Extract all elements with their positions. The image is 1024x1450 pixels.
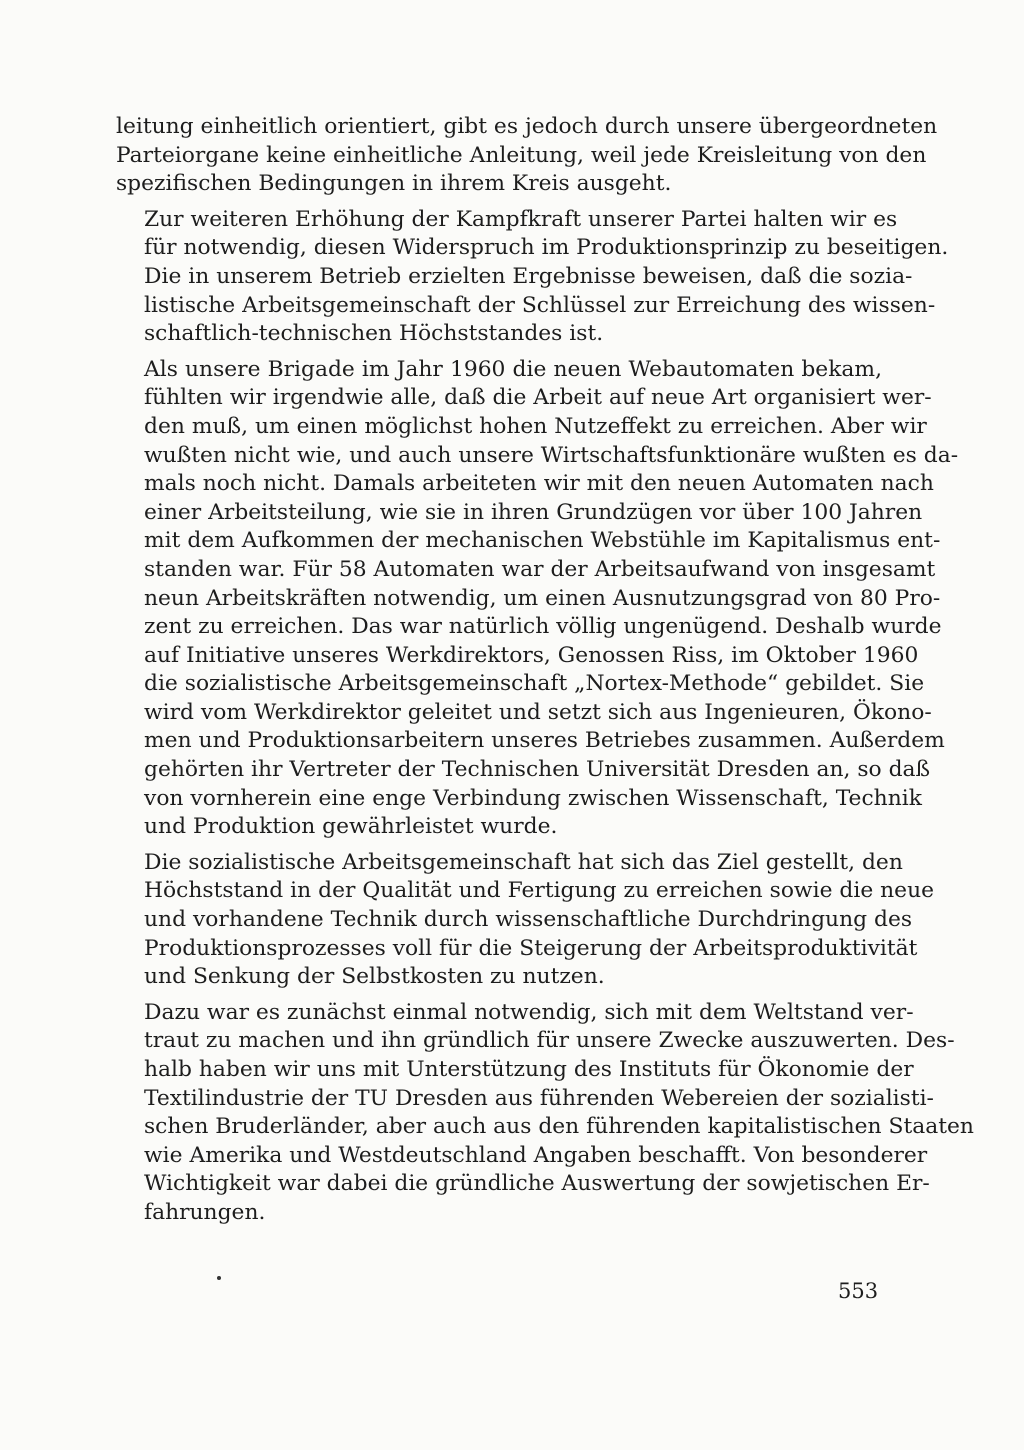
text-line: zent zu erreichen. Das war natürlich völlig ungenügend. Deshalb wurde: [144, 614, 942, 640]
paragraph: [116, 356, 959, 842]
text-line: von vornherein eine enge Verbindung zwischen Wissenschaft, Technik: [144, 785, 922, 811]
text-line: leitung einheitlich orientiert, gibt es jedoch durch unsere übergeordneten: [116, 114, 938, 139]
text-line: und Senkung der Selbstkosten zu nutzen.: [144, 964, 605, 990]
text-line: Die in unserem Betrieb erzielten Ergebnisse beweisen, daß die sozia-: [144, 263, 913, 289]
text-line: und Produktion gewährleistet wurde.: [144, 814, 558, 840]
text-line: die sozialistische Arbeitsgemeinschaft „Nortex-Methode“ gebildet. Sie: [144, 671, 925, 697]
text-line: Textilindustrie der TU Dresden aus führenden Webereien der sozialisti-: [144, 1085, 934, 1111]
text-line: Parteiorgane keine einheitliche Anleitung, weil jede Kreisleitung von den: [116, 142, 927, 168]
text-line: wußten nicht wie, und auch unsere Wirtschaftsfunktionäre wußten es da-: [144, 442, 959, 468]
paragraph: [116, 206, 949, 349]
paragraph: [116, 113, 938, 199]
text-line: men und Produktionsarbeitern unseres Betriebes zusammen. Außerdem: [144, 728, 945, 754]
text-line: listische Arbeitsgemeinschaft der Schlüssel zur Erreichung des wissen-: [144, 292, 936, 318]
text-line: Wichtigkeit war dabei die gründliche Auswertung der sowjetischen Er-: [144, 1171, 930, 1197]
text-line: Produktionsprozesses voll für die Steigerung der Arbeitsproduktivität: [144, 935, 918, 961]
paragraph: [116, 999, 974, 1228]
text-line: und vorhandene Technik durch wissenschaftliche Durchdringung des: [144, 907, 913, 933]
text-line: standen war. Für 58 Automaten war der Arbeitsaufwand von insgesamt: [144, 556, 936, 582]
text-line: wie Amerika und Westdeutschland Angaben beschafft. Von besonderer: [144, 1142, 928, 1168]
text-line: fühlten wir irgendwie alle, daß die Arbeit auf neue Art organisiert wer-: [144, 385, 932, 411]
paragraph: [116, 849, 935, 992]
text-line: für notwendig, diesen Widerspruch im Produktionsprinzip zu beseitigen.: [144, 235, 949, 261]
text-line: Zur weiteren Erhöhung der Kampfkraft unserer Partei halten wir es: [144, 206, 898, 232]
text-line: fahrungen.: [144, 1199, 266, 1225]
text-line: Höchststand in der Qualität und Fertigung zu erreichen sowie die neue: [144, 878, 935, 904]
text-line: Dazu war es zunächst einmal notwendig, sich mit dem Weltstand ver-: [144, 999, 914, 1025]
text-line: gehörten ihr Vertreter der Technischen Universität Dresden an, so daß: [144, 757, 931, 783]
print-speck: [217, 1276, 221, 1280]
text-line: halb haben wir uns mit Unterstützung des Instituts für Ökonomie der: [144, 1057, 914, 1082]
text-line: Die sozialistische Arbeitsgemeinschaft hat sich das Ziel gestellt, den: [144, 849, 903, 875]
text-line: den muß, um einen möglichst hohen Nutzeffekt zu erreichen. Aber wir: [144, 413, 927, 439]
text-line: einer Arbeitsteilung, wie sie in ihren Grundzügen vor über 100 Jahren: [144, 499, 923, 525]
text-line: auf Initiative unseres Werkdirektors, Genossen Riss, im Oktober 1960: [144, 642, 919, 668]
text-line: mit dem Aufkommen der mechanischen Webstühle im Kapitalismus ent-: [144, 528, 941, 554]
text-line: wird vom Werkdirektor geleitet und setzt sich aus Ingenieuren, Ökono-: [144, 699, 932, 725]
document-body: [116, 113, 974, 1235]
text-line: mals noch nicht. Damals arbeiteten wir mit den neuen Automaten nach: [144, 471, 934, 497]
text-line: schaftlich-technischen Höchststandes ist.: [144, 321, 604, 347]
text-line: schen Bruderländer, aber auch aus den führenden kapitalistischen Staaten: [144, 1114, 974, 1140]
page-number: 553: [838, 1279, 879, 1303]
text-line: neun Arbeitskräften notwendig, um einen Ausnutzungsgrad von 80 Pro-: [144, 585, 941, 611]
text-line: traut zu machen und ihn gründlich für unsere Zwecke auszuwerten. Des-: [144, 1028, 955, 1054]
text-line: spezifischen Bedingungen in ihrem Kreis ausgeht.: [116, 171, 672, 197]
text-line: Als unsere Brigade im Jahr 1960 die neuen Webautomaten bekam,: [144, 356, 882, 382]
